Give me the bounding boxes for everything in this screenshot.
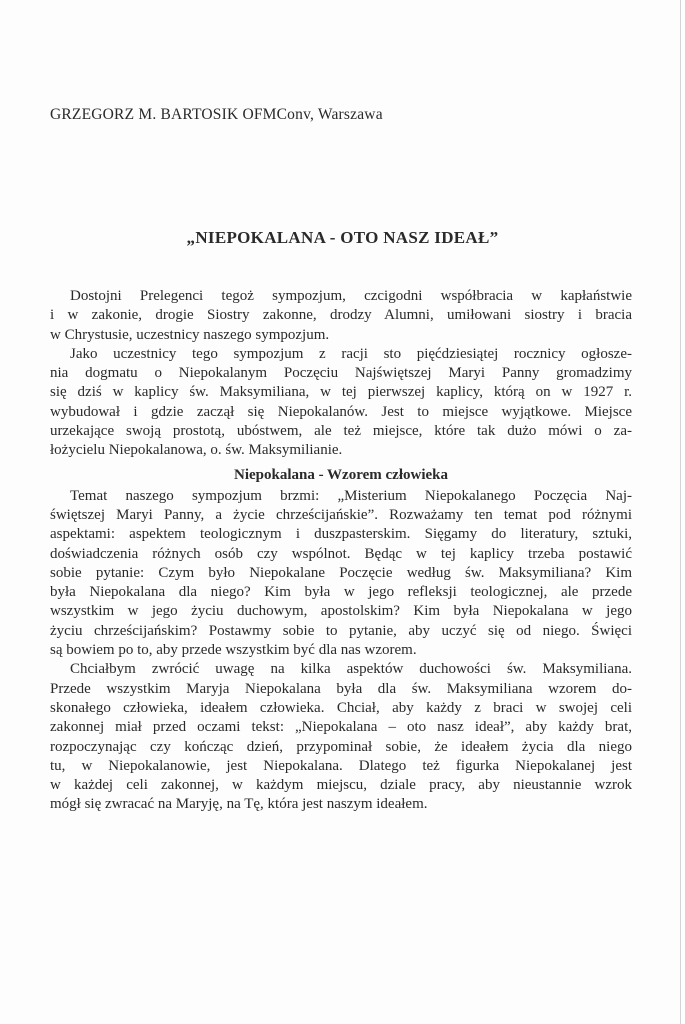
body-line: nia dogmatu o Niepokalanym Poczęciu Najświętszej Maryi Panny gromadzimy — [50, 365, 632, 382]
section-heading: Niepokalana - Wzorem człowieka — [233, 466, 448, 483]
article-body — [50, 287, 632, 815]
author-line: GRZEGORZ M. BARTOSIK OFMConv, Warszawa — [50, 106, 383, 123]
body-line: rozpoczynając czy kończąc dzień, przypominał sobie, że ideałem życia dla niego — [50, 738, 632, 755]
body-line: Jako uczestnicy tego sympozjum z racji sto pięćdziesiątej rocznicy ogłosze- — [70, 345, 632, 362]
body-line: się dziś w kaplicy św. Maksymiliana, w tej pierwszej kaplicy, którą on w 1927 r. — [50, 384, 632, 401]
body-line: doświadczenia różnych osób czy wspólnot. Będąc w tej kaplicy trzeba postawić — [50, 545, 632, 562]
body-line: urzekające swoją prostotą, ubóstwem, ale też miejsce, które tak dużo mówi o za- — [50, 423, 632, 440]
body-line: Chciałbym zwrócić uwagę na kilka aspektów duchowości św. Maksymiliana. — [70, 661, 632, 678]
body-line: świętszej Maryi Panny, a życie chrześcijańskie”. Rozważamy ten temat pod różnymi — [50, 506, 632, 523]
body-line: sobie pytanie: Czym było Niepokalane Poczęcie według św. Maksymiliana? Kim — [50, 564, 632, 581]
article-title: „NIEPOKALANA - OTO NASZ IDEAŁ” — [186, 228, 499, 247]
body-line: są bowiem po to, aby przede wszystkim być dla nas wzorem. — [50, 642, 417, 659]
body-line: w każdej celi zakonnej, w każdym miejscu, dziale pracy, aby nieustannie wzrok — [50, 777, 632, 794]
body-line: zakonnej miał przed oczami tekst: „Niepokalana – oto nasz ideał”, aby każdy brat, — [50, 719, 632, 736]
body-line: aspektami: aspektem teologicznym i duszpasterskim. Sięgamy do literatury, sztuki, — [50, 526, 632, 543]
body-line: była Niepokalana dla niego? Kim była w jego refleksji teologicznej, ale przede — [50, 584, 632, 601]
body-line: w Chrystusie, uczestnicy naszego sympozjum. — [50, 326, 330, 343]
body-line: życiu chrześcijańskim? Postawmy sobie to pytanie, aby uczyć się od niego. Święci — [50, 622, 632, 639]
page-edge-shadow — [680, 0, 681, 1024]
body-line: Temat naszego sympozjum brzmi: „Misterium Niepokalanego Poczęcia Naj- — [70, 487, 632, 504]
body-line: i w zakonie, drogie Siostry zakonne, drodzy Alumni, umiłowani siostry i bracia — [50, 307, 632, 324]
body-line: wszystkim w jego życiu duchowym, apostolskim? Kim była Niepokalana w jego — [50, 603, 632, 620]
body-line: tu, w Niepokalanowie, jest Niepokalana. Dlatego też figurka Niepokalanej jest — [50, 757, 632, 774]
body-line: łożycielu Niepokalanowa, o. św. Maksymilianie. — [50, 442, 343, 459]
body-line: mógł się zwracać na Maryję, na Tę, która jest naszym ideałem. — [50, 796, 428, 813]
body-line: wybudował i gdzie zaczął się Niepokalanów. Jest to miejsce wyjątkowe. Miejsce — [50, 403, 632, 420]
body-line: Dostojni Prelegenci tegoż sympozjum, czcigodni współbracia w kapłaństwie — [70, 288, 632, 304]
body-line: Przede wszystkim Maryja Niepokalana była dla św. Maksymiliana wzorem do- — [50, 680, 632, 697]
body-line: skonałego człowieka, ideałem człowieka. Chciał, aby każdy z braci w swojej celi — [50, 699, 632, 716]
